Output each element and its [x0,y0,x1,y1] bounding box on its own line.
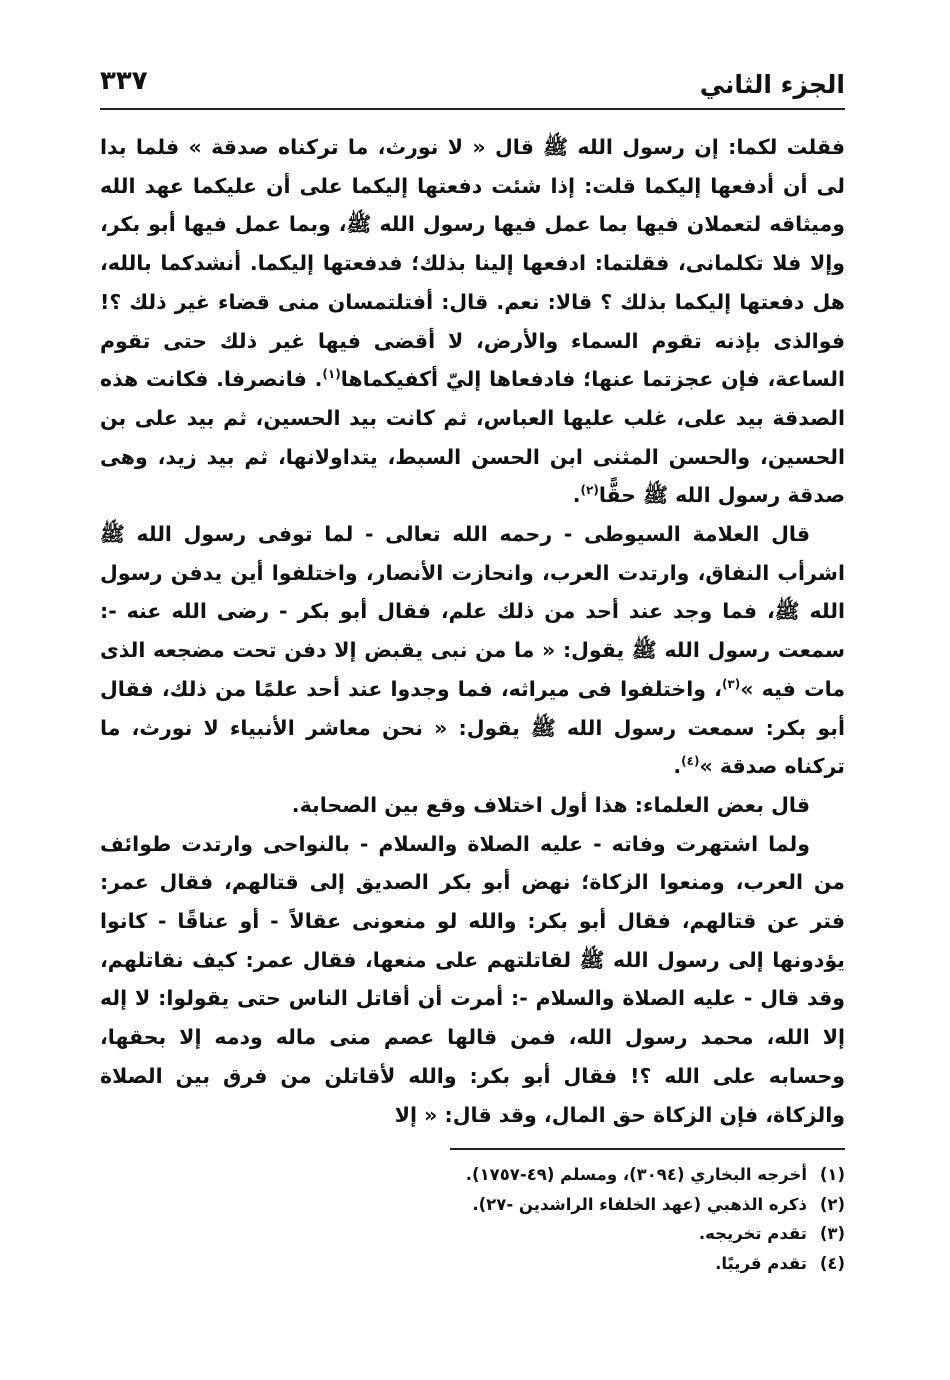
footnote-text: أخرجه البخاري (٣٠٩٤)، ومسلم (٤٩-١٧٥٧). [465,1165,807,1184]
paragraph-2: قال العلامة السيوطى - رحمه الله تعالى - لما توفى رسول الله ﷺ اشرأب النفاق، وارتدت العرب، وانحازت الأنصار، واختلفوا أين يدفن رسول الله ﷺ، فما وجد عند أحد من ذلك علم، فقال أبو بكر - رضى الله عنه -: سمعت رسول الله ﷺ يقول: « ما من نبى يقبض إلا دفن تحت مضجعه الذى مات فيه »$^{(٣)}$، واختلفوا فى ميراثه، فما وجدوا عند أحد علمًا من ذلك، فقال أبو بكر: سمعت رسول الله ﷺ يقول: « نحن معاشر الأنبياء لا نورث، ما تركناه صدقة »$^{(٤)}$. [100,522,846,779]
page-title: الجزء الثاني [699,70,845,99]
footnote-number: (٢) [819,1194,845,1214]
footnote-separator [450,1148,845,1150]
footnote-number: (٣) [819,1224,845,1243]
paragraph-4: ولما اشتهرت وفاته - عليه الصلاة والسلام - بالنواحى وارتدت طوائف من العرب، ومنعوا الزكاة؛ نهض أبو بكر الصديق إلى قتالهم، فقال عمر: فتر عن قتالهم، فقال أبو بكر: والله لو منعونى عقالاً - أو عناقًا - كانوا يؤدونها إلى رسول الله ﷺ لقاتلتهم على منعها، فقال عمر: كيف نقاتلهم، وقد قال - عليه الصلاة والسلام -: أمرت أن أقاتل الناس حتى يقولوا: لا إله إلا الله، محمد رسول الله، فمن قالها عصم منى ماله ودمه إلا بحقها، وحسابه على الله ؟! فقال أبو بكر: والله لأقاتلن من فرق بين الصلاة والزكاة، فإن الزكاة حق المال، وقد قال: « إلا [100,831,845,1127]
footnote-mark-1: (١) [322,367,341,382]
footnote-item [145,1160,845,1190]
paragraph-1: فقلت لكما: إن رسول الله ﷺ قال « لا نورث، ما تركناه صدقة » فلما بدا لى أن أدفعها إليكما قلت: إذا شئت دفعتها إليكما على أن عليكما عهد الله وميثاقه لتعملان فيها بما عمل فيها رسول الله ﷺ، وبما عمل فيها أبو بكر، وإلا فلا تكلمانى، فقلتما: ادفعها إلينا بذلك؛ فدفعتها إليكما. أنشدكما بالله، هل دفعتها إليكما بذلك ؟ قالا: نعم. قال: أفتلتمسان منى قضاء غير ذلك ؟! فوالذى بإذنه تقوم السماء والأرض، لا أقضى فيها غير ذلك حتى تقوم الساعة، فإن عجزتما عنها؛ فادفعاها إليّ أكفيكماها$^{(١)}$. فانصرفا. فكانت هذه الصدقة بيد على، غلب عليها العباس، ثم كانت بيد الحسين، ثم بيد على بن الحسين، والحسن المثنى ابن الحسن السبط، يتداولانها، ثم بيد زيد، وهى صدقة رسول الله ﷺ حقًّا$^{(٢)}$. [100,135,846,508]
footnote-text: تقدم تخريجه. [698,1224,807,1243]
footnote-number: (١) [819,1165,845,1184]
page-header [100,58,845,110]
page-number: ٣٣٧ [100,66,148,96]
main-text [100,128,845,1134]
footnote-mark-4: (٤) [681,754,700,769]
footnote-item [145,1190,845,1220]
footnote-text: ذكره الذهبي (عهد الخلفاء الراشدين -٢٧). [472,1194,807,1214]
footnote-item [145,1219,845,1249]
footnote-mark-3: (٣) [721,677,741,692]
paragraph-3: قال بعض العلماء: هذا أول اختلاف وقع بين الصحابة. [291,792,810,817]
footnote-item [145,1249,845,1279]
footnote-number: (٤) [819,1253,845,1273]
footnote-text: تقدم قريبًا. [715,1253,807,1273]
footnotes [145,1160,845,1278]
footnote-mark-2: (٢) [580,483,599,498]
